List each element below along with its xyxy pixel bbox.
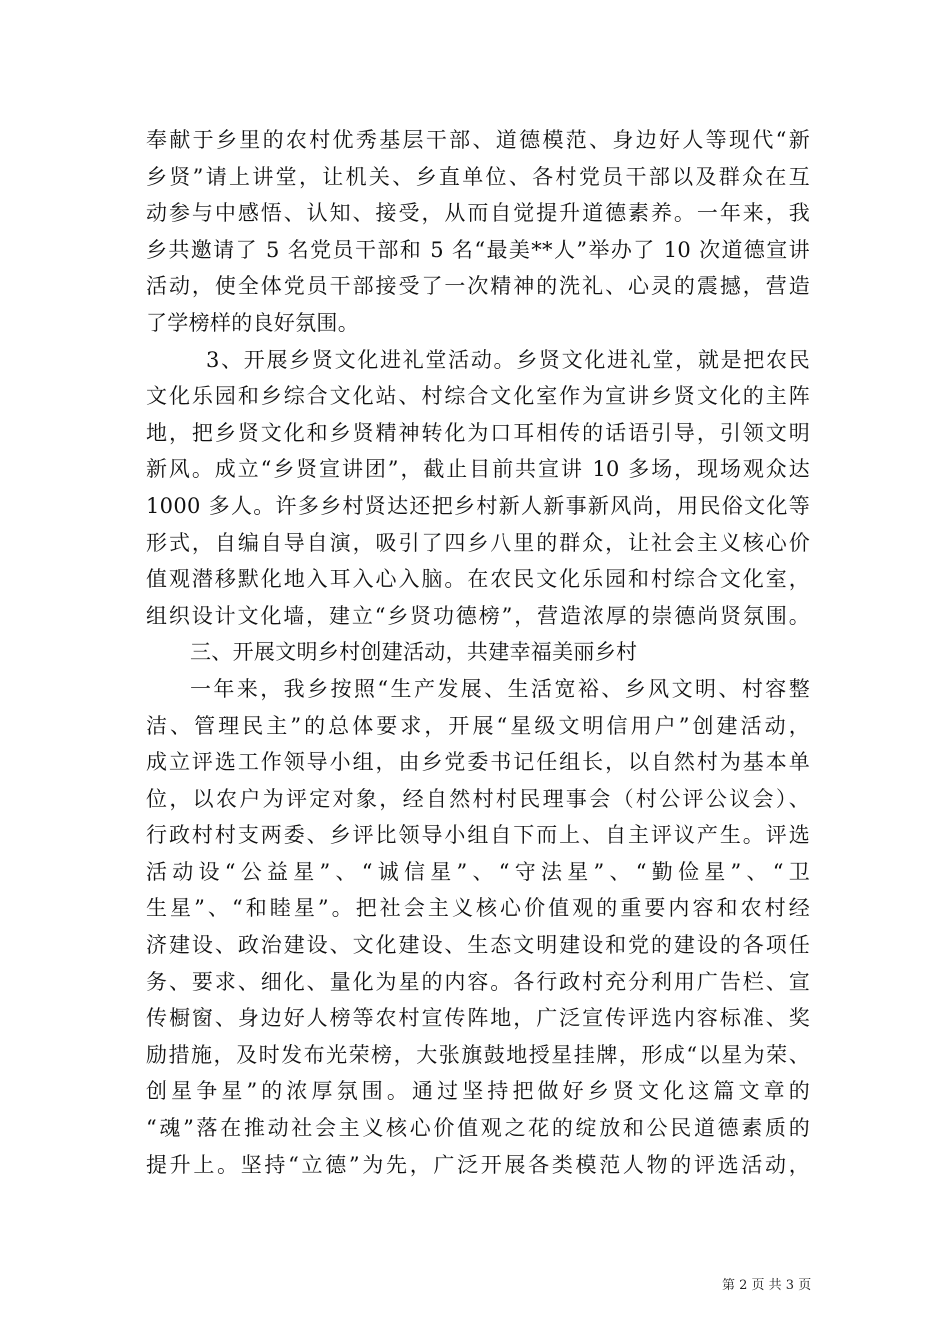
text-line: 奉献于乡里的农村优秀基层干部、道德模范、身边好人等现代“新 — [146, 128, 810, 152]
text-line: 动参与中感悟、认知、接受，从而自觉提升道德素养。一年来，我 — [146, 201, 810, 226]
text-line: 活动，使全体党员干部接受了一次精神的洗礼、心灵的震撼，营造 — [146, 274, 810, 299]
text-line: 1000 多人。许多乡村贤达还把乡村新人新事新风尚，用民俗文化等 — [146, 493, 810, 518]
text-line: 乡贤”请上讲堂，让机关、乡直单位、各村党员干部以及群众在互 — [146, 164, 810, 189]
text-line: 组织设计文化墙，建立“乡贤功德榜”，营造浓厚的崇德尚贤氛围。 — [146, 603, 810, 628]
text-line: 传橱窗、身边好人榜等农村宣传阵地，广泛宣传评选内容标准、奖 — [146, 1006, 810, 1031]
text-line: 了学榜样的良好氛围。 — [146, 310, 359, 335]
text-line: 一年来，我乡按照“生产发展、生活宽裕、乡风文明、村容整 — [190, 676, 810, 701]
text-line: 创星争星”的浓厚氛围。通过坚持把做好乡贤文化这篇文章的 — [146, 1079, 810, 1104]
text-line: 提升上。坚持“立德”为先，广泛开展各类模范人物的评选活动， — [146, 1152, 810, 1177]
text-line: 成立评选工作领导小组，由乡党委书记任组长，以自然村为基本单 — [146, 750, 810, 775]
text-line: 励措施，及时发布光荣榜，大张旗鼓地授星挂牌，形成“以星为荣、 — [146, 1042, 810, 1067]
body-text — [146, 122, 810, 1183]
text-line: 新风。成立“乡贤宣讲团”，截止目前共宣讲 10 多场，现场观众达 — [146, 457, 810, 482]
text-line: 济建设、政治建设、文化建设、生态文明建设和党的建设的各项任 — [146, 933, 810, 958]
page-number: 第 2 页 共 3 页 — [722, 1278, 812, 1293]
text-line: “魂”落在推动社会主义核心价值观之花的绽放和公民道德素质的 — [146, 1116, 810, 1141]
text-line: 乡共邀请了 5 名党员干部和 5 名“最美**人”举办了 10 次道德宣讲 — [146, 237, 810, 262]
text-line: 文化乐园和乡综合文化站、村综合文化室作为宣讲乡贤文化的主阵 — [146, 384, 810, 409]
text-line: 务、要求、细化、量化为星的内容。各行政村充分利用广告栏、宣 — [146, 969, 810, 994]
text-line: 洁、管理民主”的总体要求，开展“星级文明信用户”创建活动， — [146, 713, 810, 738]
text-line: 位，以农户为评定对象，经自然村村民理事会（村公评公议会）、 — [146, 786, 810, 811]
text-line: 值观潜移默化地入耳入心入脑。在农民文化乐园和村综合文化室， — [146, 567, 810, 592]
text-line: 活动设“公益星”、“诚信星”、“守法星”、“勤俭星”、“卫 — [146, 859, 810, 884]
text-line: 地，把乡贤文化和乡贤精神转化为口耳相传的话语引导，引领文明 — [146, 420, 810, 445]
section-heading: 三、开展文明乡村创建活动，共建幸福美丽乡村 — [190, 640, 638, 665]
text-line: 形式，自编自导自演，吸引了四乡八里的群众，让社会主义核心价 — [146, 530, 810, 555]
text-line: 行政村村支两委、乡评比领导小组自下而上、自主评议产生。评选 — [146, 823, 810, 848]
text-line: 3、开展乡贤文化进礼堂活动。乡贤文化进礼堂，就是把农民 — [206, 347, 810, 372]
text-line: 生星”、“和睦星”。把社会主义核心价值观的重要内容和农村经 — [146, 896, 810, 921]
